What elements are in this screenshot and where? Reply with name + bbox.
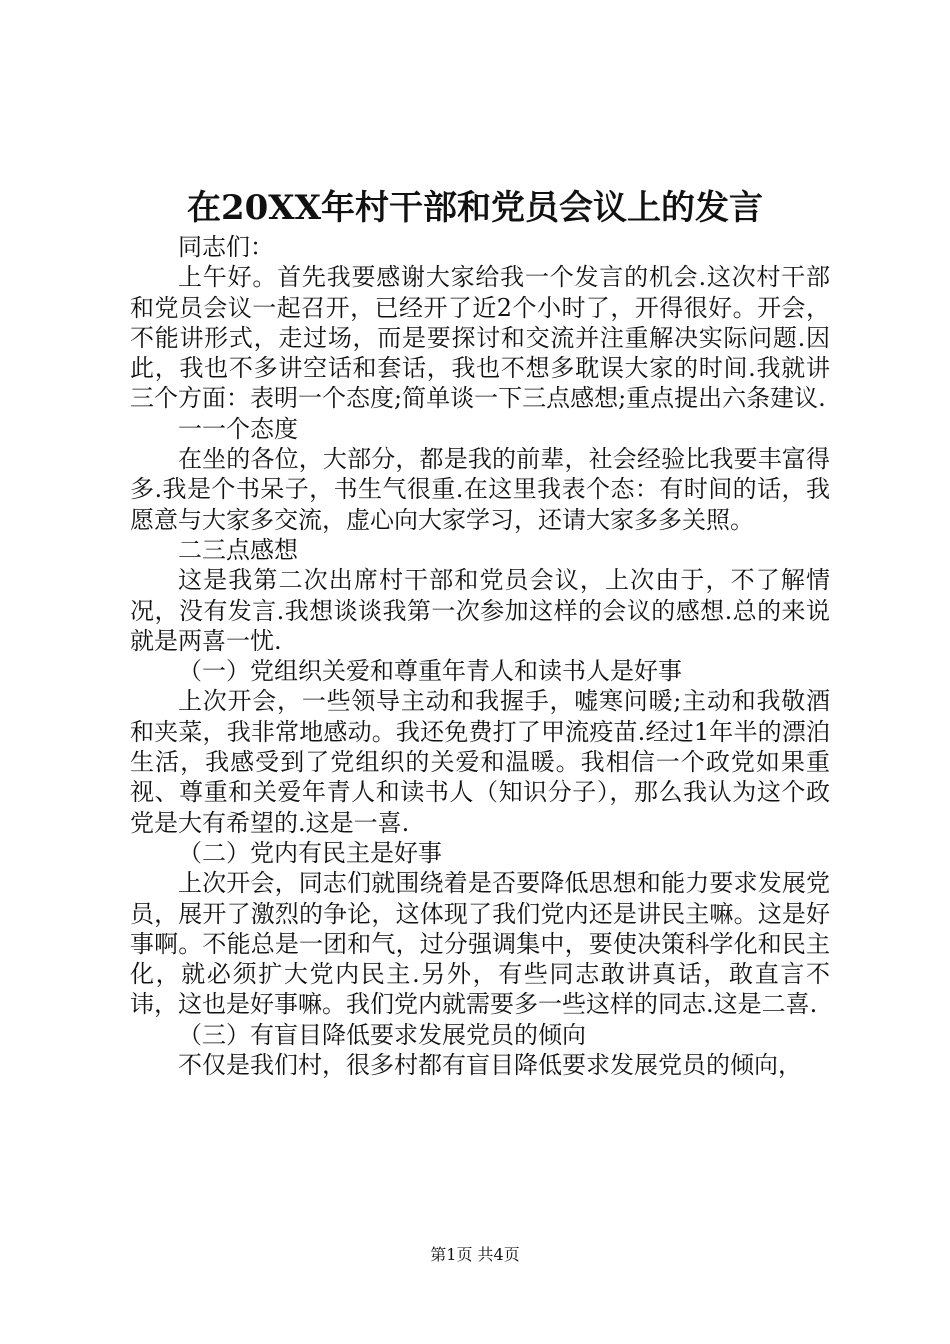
paragraph-thoughts-intro: 这是我第二次出席村干部和党员会议，上次由于，不了解情况，没有发言.我想谈谈我第一次参加这样的会议的感想.总的来说就是两喜一忧. <box>130 566 830 655</box>
subheading-three: （三）有盲目降低要求发展党员的倾向 <box>178 1020 586 1049</box>
subheading-one: （一）党组织关爱和尊重年青人和读书人是好事 <box>178 657 682 686</box>
heading-attitude: 一一个态度 <box>178 414 298 443</box>
paragraph-attitude: 在坐的各位，大部分，都是我的前辈，社会经验比我要丰富得多.我是个书呆子，书生气很重.在这里我表个态：有时间的话，我愿意与大家多交流，虚心向大家学习，还请大家多多关照。 <box>130 445 830 534</box>
page-number: 第1页 共4页 <box>430 1245 520 1264</box>
document-body <box>130 232 830 1080</box>
subheading-two: （二）党内有民主是好事 <box>178 838 442 867</box>
salutation: 同志们： <box>178 233 274 261</box>
paragraph-opening: 上午好。首先我要感谢大家给我一个发言的机会.这次村干部和党员会议一起召开，已经开了近2个小时了，开得很好。开会，不能讲形式，走过场，而是要探讨和交流并注重解决实际问题.因此，我也不多讲空话和套话，我也不想多耽误大家的时间.我就讲三个方面：表明一个态度;简单谈一下三点感想;重点提出六条建议. <box>130 263 830 413</box>
paragraph-one: 上次开会，一些领导主动和我握手，嘘寒问暖;主动和我敬酒和夹菜，我非常地感动。我还免费打了甲流疫苗.经过1年半的漂泊生活，我感受到了党组织的关爱和温暖。我相信一个政党如果重视、尊重和关爱年青人和读书人（知识分子），那么我认为这个政党是大有希望的.这是一喜. <box>130 687 830 837</box>
document-title: 在20XX年村干部和党员会议上的发言 <box>186 188 764 228</box>
heading-thoughts: 二三点感想 <box>178 535 298 564</box>
paragraph-two: 上次开会，同志们就围绕着是否要降低思想和能力要求发展党员，展开了激烈的争论，这体现了我们党内还是讲民主嘛。这是好事啊。不能总是一团和气，过分强调集中，要使决策科学化和民主化，就必须扩大党内民主.另外，有些同志敢讲真话，敢直言不讳，这也是好事嘛。我们党内就需要多一些这样的同志.这是二喜. <box>130 869 830 1019</box>
paragraph-three: 不仅是我们村，很多村都有盲目降低要求发展党员的倾向， <box>178 1051 802 1080</box>
